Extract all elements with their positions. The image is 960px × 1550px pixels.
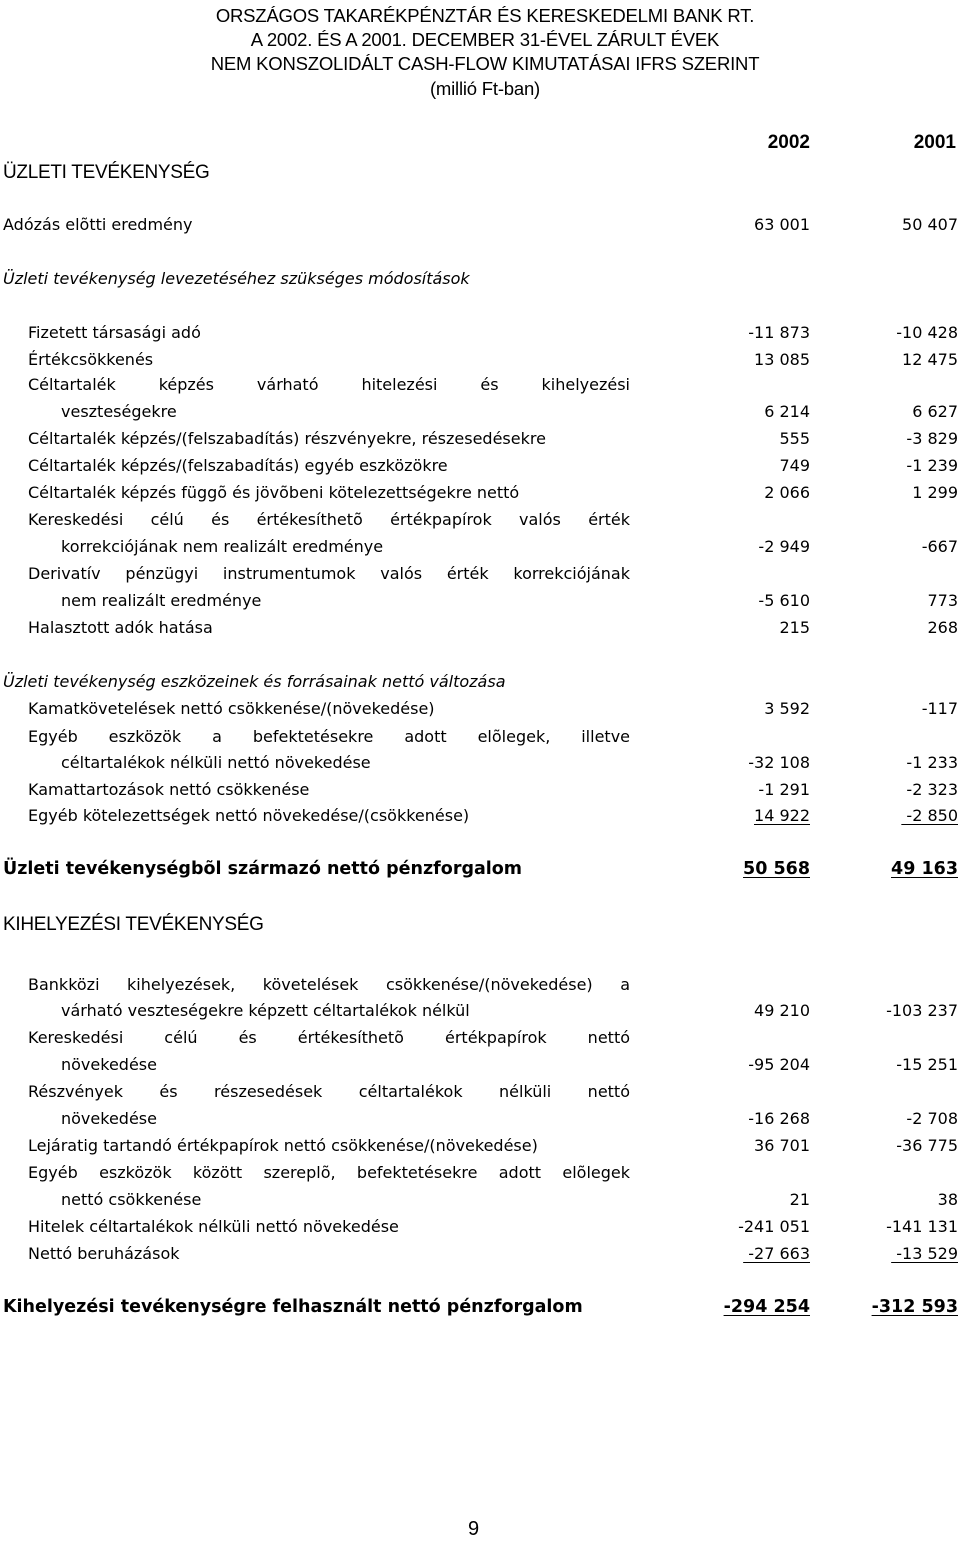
adj-row-value-2002: -5 610 <box>758 591 810 610</box>
inv-row-label: Lejáratig tartandó értékpapírok nettó csökkenése/(növekedése) <box>28 1136 538 1155</box>
pretax-value-2001: 50 407 <box>902 215 958 234</box>
inv-row-value-2002: 36 701 <box>754 1136 810 1155</box>
section-title-operating: ÜZLETI TEVÉKENYSÉG <box>3 162 210 183</box>
pretax-label: Adózás elõtti eredmény <box>3 215 193 234</box>
adj-row-value-2002: -2 949 <box>758 537 810 556</box>
chg-row-label: Egyéb kötelezettségek nettó növekedése/(csökkenése) <box>28 806 470 825</box>
inv-row-label: Részvények és részesedések céltartalékok nélküli nettó <box>28 1082 630 1101</box>
inv-row-label-cont: várható veszteségekre képzett céltartalékok nélkül <box>61 1001 470 1020</box>
adj-row-value-2001: 773 <box>927 591 958 610</box>
inv-row-label-cont: nettó csökkenése <box>61 1190 202 1209</box>
adj-row-label-cont: nem realizált eredménye <box>61 591 262 610</box>
operating-total-label: Üzleti tevékenységbõl származó nettó pénzforgalom <box>3 859 523 879</box>
inv-row-value-2001: -36 775 <box>896 1136 958 1155</box>
adj-row-label: Céltartalék képzés várható hitelezési és kihelyezési <box>28 375 630 394</box>
adj-row-label-cont: veszteségekre <box>61 402 177 421</box>
chg-row-value-2001: -1 233 <box>906 753 958 772</box>
inv-row-value-2002: -95 204 <box>748 1055 810 1074</box>
adj-row-label: Halasztott adók hatása <box>28 618 213 637</box>
chg-row-value-2002: -32 108 <box>748 753 810 772</box>
inv-row-label: Nettó beruházások <box>28 1244 180 1263</box>
page-number: 9 <box>468 1518 480 1540</box>
adj-row-value-2001: -3 829 <box>906 429 958 448</box>
report-title-line1: ORSZÁGOS TAKARÉKPÉNZTÁR ÉS KERESKEDELMI BANK RT. <box>215 5 755 26</box>
adj-row-label: Céltartalék képzés függõ és jövõbeni kötelezettségekre nettó <box>28 483 520 502</box>
year-column-2001: 2001 <box>913 132 956 153</box>
chg-row-value-2002: 3 592 <box>764 699 810 718</box>
chg-row-label: Egyéb eszközök a befektetésekre adott elõlegek, illetve <box>28 727 630 746</box>
adj-row-label: Céltartalék képzés/(felszabadítás) egyéb eszközökre <box>28 456 448 475</box>
investing-total-label: Kihelyezési tevékenységre felhasznált nettó pénzforgalom <box>3 1297 583 1317</box>
adj-row-value-2002: 749 <box>779 456 810 475</box>
adj-row-value-2001: -667 <box>921 537 958 556</box>
chg-row-value-2001: -2 323 <box>906 780 958 799</box>
inv-row-value-2002: -16 268 <box>748 1109 810 1128</box>
inv-row-value-2002: 49 210 <box>754 1001 810 1020</box>
year-column-2002: 2002 <box>767 132 810 153</box>
inv-row-value-2001: -2 708 <box>906 1109 958 1128</box>
chg-row-label: Kamattartozások nettó csökkenése <box>28 780 310 799</box>
report-title-line3: NEM KONSZOLIDÁLT CASH-FLOW KIMUTATÁSAI IFRS SZERINT <box>210 53 760 74</box>
section-title-investing: KIHELYEZÉSI TEVÉKENYSÉG <box>3 914 264 935</box>
adj-row-value-2002: -11 873 <box>748 323 810 342</box>
inv-row-value-2001: -13 529 <box>891 1244 958 1263</box>
adjustments-heading: Üzleti tevékenység levezetéséhez szükséges módosítások <box>3 269 470 288</box>
inv-row-label-cont: növekedése <box>61 1055 157 1074</box>
operating-total-2002: 50 568 <box>743 859 810 879</box>
chg-row-label: Kamatkövetelések nettó csökkenése/(növekedése) <box>28 699 435 718</box>
adj-row-label: Derivatív pénzügyi instrumentumok valós érték korrekciójának <box>28 564 630 583</box>
adj-row-value-2002: 6 214 <box>764 402 810 421</box>
adj-row-value-2002: 2 066 <box>764 483 810 502</box>
inv-row-value-2001: -15 251 <box>896 1055 958 1074</box>
adj-row-value-2002: 215 <box>779 618 810 637</box>
inv-row-label-cont: növekedése <box>61 1109 157 1128</box>
inv-row-value-2001: 38 <box>937 1190 958 1209</box>
inv-row-label: Kereskedési célú és értékesíthetõ értékpapírok nettó <box>28 1028 630 1047</box>
adj-row-label-cont: korrekciójának nem realizált eredménye <box>61 537 384 556</box>
inv-row-label: Egyéb eszközök között szereplõ, befektetésekre adott elõlegek <box>28 1163 630 1182</box>
chg-row-value-2001: -2 850 <box>901 806 958 825</box>
report-title-line2: A 2002. ÉS A 2001. DECEMBER 31-ÉVEL ZÁRULT ÉVEK <box>250 29 720 50</box>
investing-total-2002: -294 254 <box>723 1297 810 1317</box>
adj-row-label: Kereskedési célú és értékesíthetõ értékpapírok valós érték <box>28 510 630 529</box>
inv-row-value-2002: -27 663 <box>743 1244 810 1263</box>
adj-row-value-2001: 12 475 <box>902 350 958 369</box>
operating-total-2001: 49 163 <box>891 859 958 879</box>
adj-row-label: Fizetett társasági adó <box>28 323 201 342</box>
inv-row-label: Hitelek céltartalékok nélküli nettó növekedése <box>28 1217 399 1236</box>
adj-row-label: Céltartalék képzés/(felszabadítás) részvényekre, részesedésekre <box>28 429 546 448</box>
inv-row-value-2002: 21 <box>789 1190 810 1209</box>
adj-row-value-2001: -1 239 <box>906 456 958 475</box>
chg-row-value-2002: -1 291 <box>758 780 810 799</box>
adj-row-value-2002: 13 085 <box>754 350 810 369</box>
chg-row-value-2002: 14 922 <box>754 806 810 825</box>
inv-row-value-2001: -141 131 <box>886 1217 958 1236</box>
adj-row-label: Értékcsökkenés <box>28 350 154 369</box>
adj-row-value-2001: 1 299 <box>912 483 958 502</box>
chg-row-value-2001: -117 <box>921 699 958 718</box>
pretax-value-2002: 63 001 <box>754 215 810 234</box>
adj-row-value-2001: 6 627 <box>912 402 958 421</box>
adj-row-value-2001: -10 428 <box>896 323 958 342</box>
report-unit: (millió Ft-ban) <box>429 78 541 99</box>
adj-row-value-2001: 268 <box>927 618 958 637</box>
adj-row-value-2002: 555 <box>779 429 810 448</box>
chg-row-label-cont: céltartalékok nélküli nettó növekedése <box>61 753 371 772</box>
changes-heading: Üzleti tevékenység eszközeinek és forrásainak nettó változása <box>3 672 506 691</box>
inv-row-value-2002: -241 051 <box>738 1217 810 1236</box>
inv-row-label: Bankközi kihelyezések, követelések csökkenése/(növekedése) a <box>28 975 630 994</box>
investing-total-2001: -312 593 <box>871 1297 958 1317</box>
inv-row-value-2001: -103 237 <box>886 1001 958 1020</box>
